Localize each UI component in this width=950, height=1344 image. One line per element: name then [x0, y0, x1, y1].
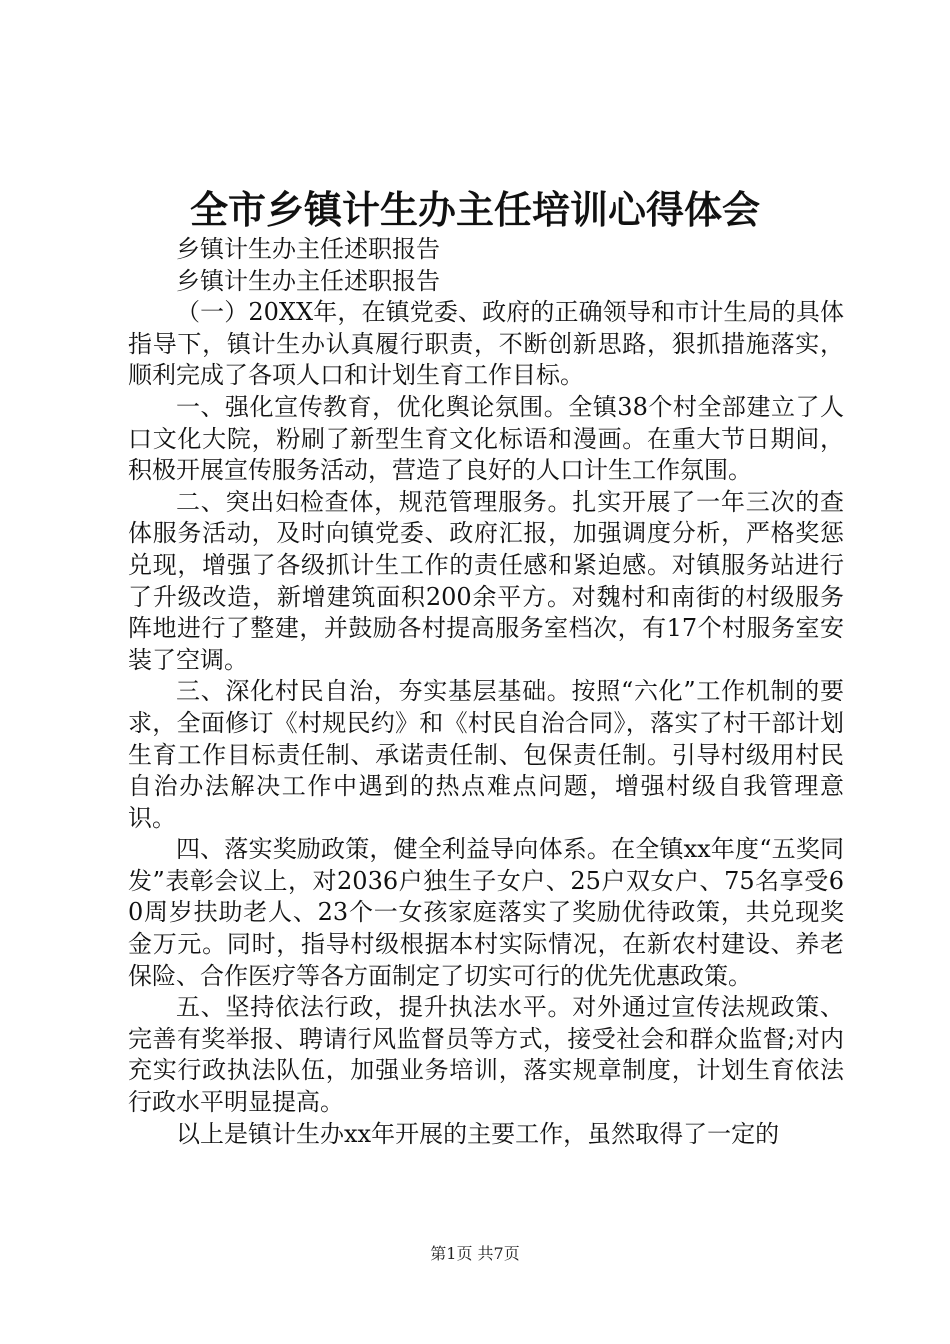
body-paragraph: 四、落实奖励政策，健全利益导向体系。在全镇xx年度“五奖同发”表彰会议上，对2036户独生子女户、25户双女户、75名享受60周岁扶助老人、23个一女孩家庭落实了奖励优待政策，共兑现奖金万元。同时，指导村级根据本村实际情况，在新农村建设、养老保险、合作医疗等各方面制定了切实可行的优先优惠政策。 [128, 835, 844, 990]
body-paragraph: 以上是镇计生办xx年开展的主要工作，虽然取得了一定的 [176, 1119, 780, 1148]
document-body [128, 234, 844, 1150]
body-paragraph: 一、强化宣传教育，优化舆论氛围。全镇38个村全部建立了人口文化大院，粉刷了新型生育文化标语和漫画。在重大节日期间，积极开展宣传服务活动，营造了良好的人口计生工作氛围。 [128, 392, 844, 485]
body-paragraph: 五、坚持依法行政，提升执法水平。对外通过宣传法规政策、完善有奖举报、聘请行风监督员等方式，接受社会和群众监督;对内充实行政执法队伍，加强业务培训，落实规章制度，计划生育依法行政水平明显提高。 [128, 993, 844, 1117]
page-number-footer: 第1页 共7页 [430, 1244, 520, 1263]
body-paragraph: 二、突出妇检查体，规范管理服务。扎实开展了一年三次的查体服务活动，及时向镇党委、政府汇报，加强调度分析，严格奖惩兑现，增强了各级抓计生工作的责任感和紧迫感。对镇服务站进行了升级改造，新增建筑面积200余平方。对魏村和南街的村级服务阵地进行了整建，并鼓励各村提高服务室档次，有17个村服务室安装了空调。 [128, 487, 844, 674]
subtitle-line: 乡镇计生办主任述职报告 [176, 266, 440, 295]
document-title: 全市乡镇计生办主任培训心得体会 [189, 187, 760, 232]
subtitle-line: 乡镇计生办主任述职报告 [176, 235, 440, 263]
body-paragraph: 三、深化村民自治，夯实基层基础。按照“六化”工作机制的要求，全面修订《村规民约》和《村民自治合同》，落实了村干部计划生育工作目标责任制、承诺责任制、包保责任制。引导村级用村民自治办法解决工作中遇到的热点难点问题，增强村级自我管理意识。 [128, 677, 844, 832]
body-paragraph: （一）20XX年，在镇党委、政府的正确领导和市计生局的具体指导下，镇计生办认真履行职责，不断创新思路，狠抓措施落实，顺利完成了各项人口和计划生育工作目标。 [128, 298, 844, 390]
